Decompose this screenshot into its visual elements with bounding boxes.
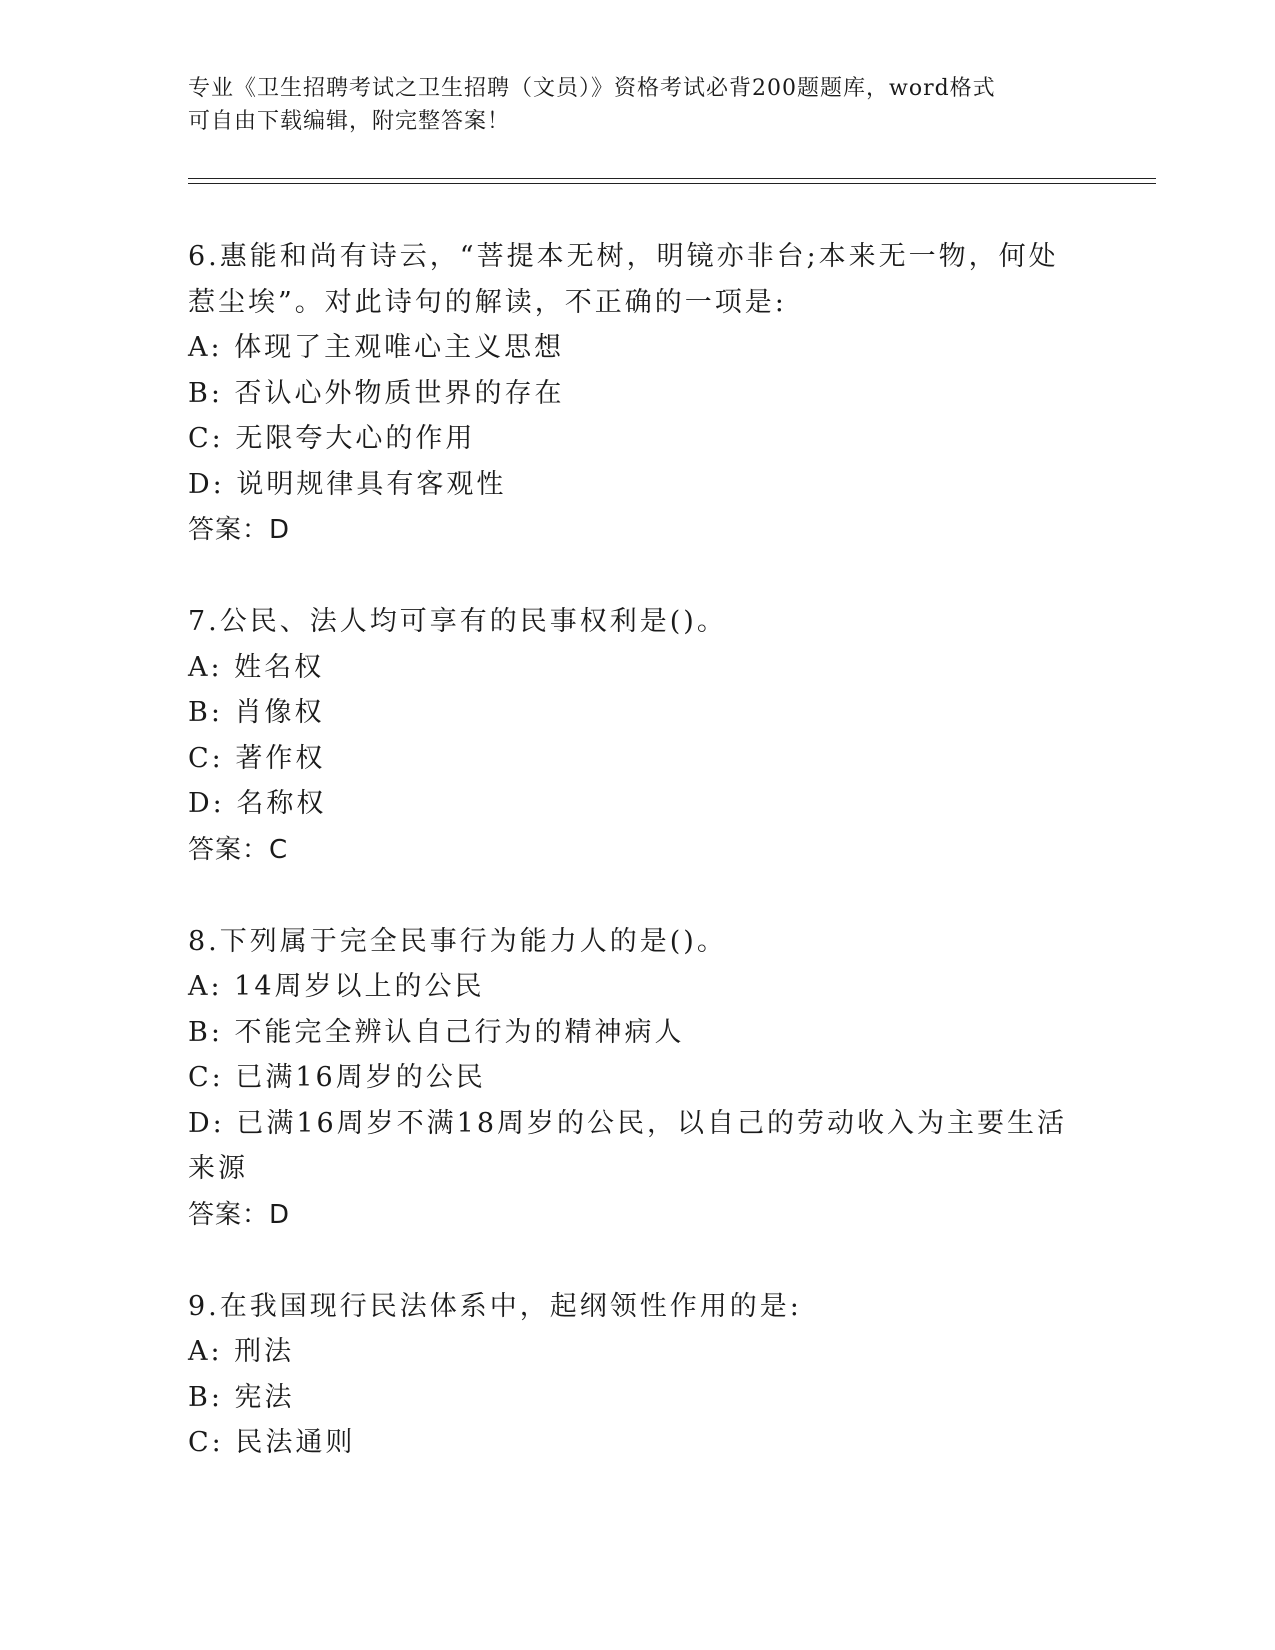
option-a: A: 14周岁以上的公民 (188, 971, 485, 1002)
question-7 (188, 599, 1088, 873)
option-b: B: 否认心外物质世界的存在 (188, 377, 565, 409)
document-header (188, 72, 1088, 138)
question-stem: 9.在我国现行民法体系中，起纲领性作用的是: (188, 1290, 802, 1322)
question-stem: 8.下列属于完全民事行为能力人的是()。 (188, 925, 727, 957)
header-divider-top (188, 178, 1156, 179)
option-d: D: 说明规律具有客观性 (188, 468, 507, 500)
header-divider-bottom (188, 183, 1156, 184)
question-8 (188, 919, 1088, 1238)
option-c: C: 无限夸大心的作用 (188, 423, 476, 454)
option-c: C: 已满16周岁的公民 (188, 1062, 486, 1093)
header-line-1: 专业《卫生招聘考试之卫生招聘（文员）》资格考试必背200题题库，word格式 (188, 76, 996, 101)
question-6 (188, 234, 1088, 553)
answer-label: 答案：D (188, 1199, 291, 1230)
answer-label: 答案：D (188, 515, 291, 545)
option-c: C: 著作权 (188, 742, 326, 774)
answer-label: 答案：C (188, 834, 289, 865)
option-c: C: 民法通则 (188, 1427, 356, 1458)
option-d: D: 名称权 (188, 788, 327, 819)
question-stem: 6.惠能和尚有诗云，“菩提本无树，明镜亦非台;本来无一物，何处惹尘埃”。对此诗句的解读，不正确的一项是: (188, 241, 1059, 318)
option-b: B: 不能完全辨认自己行为的精神病人 (188, 1016, 685, 1048)
option-b: B: 肖像权 (188, 697, 325, 728)
header-line-2: 可自由下载编辑，附完整答案！ (188, 109, 511, 134)
option-a: A: 刑法 (188, 1336, 295, 1367)
question-stem: 7.公民、法人均可享有的民事权利是()。 (188, 606, 727, 637)
question-9 (188, 1284, 1088, 1466)
option-b: B: 宪法 (188, 1381, 295, 1413)
option-a: A: 体现了主观唯心主义思想 (188, 332, 565, 363)
option-d: D: 已满16周岁不满18周岁的公民，以自己的劳动收入为主要生活来源 (188, 1107, 1068, 1184)
option-a: A: 姓名权 (188, 651, 325, 683)
question-list (188, 234, 1088, 1512)
